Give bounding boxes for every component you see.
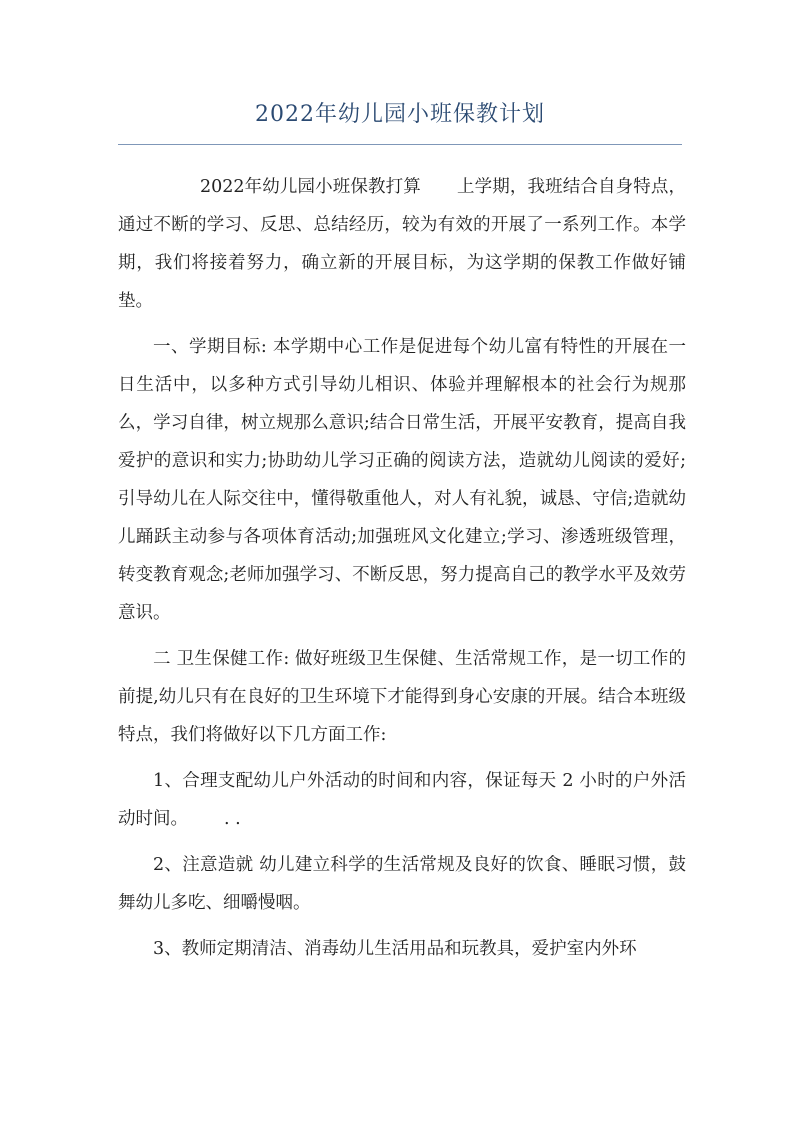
list-item-2: 2、注意造就 幼儿建立科学的生活常规及良好的饮食、睡眠习惯，鼓舞幼儿多吃、细嚼慢咽。 <box>118 855 686 913</box>
document-body <box>118 168 686 976</box>
list-item-1-text: 1、合理支配幼儿户外活动的时间和内容，保证每天 2 小时的户外活动时间。 <box>118 771 686 829</box>
intro-text: 上学期，我班结合自身特点，通过不断的学习、反思、总结经历，较为有效的开展了一系列工作。本学期，我们将接着努力，确立新的开展目标，为这学期的保教工作做好铺垫。 <box>118 177 686 311</box>
list-item-1-dots: . . <box>224 809 241 829</box>
title-divider <box>118 144 682 145</box>
list-item-1 <box>118 762 686 838</box>
document-title: 2022年幼儿园小班保教计划 <box>255 102 545 127</box>
intro-lead: 2022年幼儿园小班保教打算 <box>200 177 421 197</box>
list-item-3: 3、教师定期清洁、消毒幼儿生活用品和玩教具，爱护室内外环 <box>153 939 637 959</box>
intro-paragraph <box>118 168 686 320</box>
paragraph-goals: 一、学期目标: 本学期中心工作是促进每个幼儿富有特性的开展在一日生活中，以多种方式引导幼儿相识、体验并理解根本的社会行为规那么，学习自律，树立规那么意识;结合日常生活，开展平安教育，提高自我爱护的意识和实力;协助幼儿学习正确的阅读方法，造就幼儿阅读的爱好;引导幼儿在人际交往中，懂得敬重他人，对人有礼貌，诚恳、守信;造就幼儿踊跃主动参与各项体育活动;加强班风文化建立;学习、渗透班级管理，转变教育观念;老师加强学习、不断反思，努力提高自己的教学水平及效劳意识。 <box>118 337 686 623</box>
paragraph-health: 二 卫生保健工作: 做好班级卫生保健、生活常规工作，是一切工作的前提,幼儿只有在良好的卫生环境下才能得到身心安康的开展。结合本班级特点，我们将做好以下几方面工作: <box>118 649 686 745</box>
